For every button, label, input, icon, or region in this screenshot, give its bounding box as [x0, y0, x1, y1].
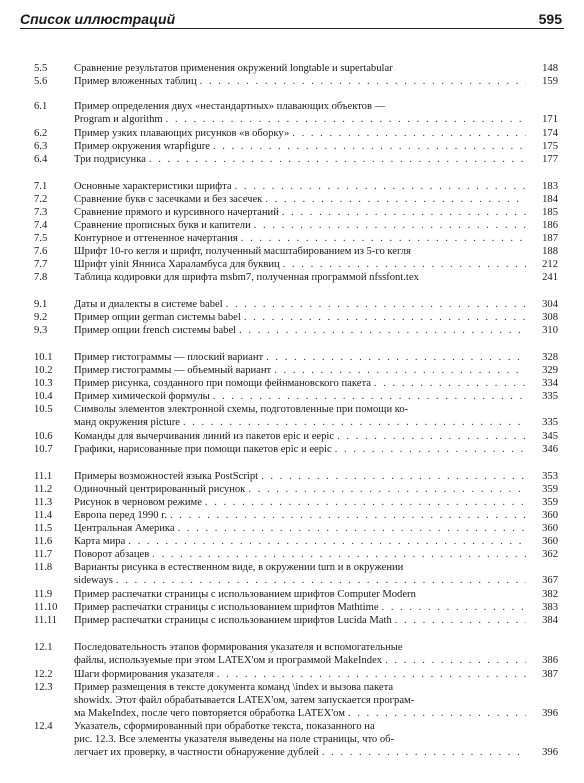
figure-number: 6.2 — [34, 128, 48, 139]
figure-caption — [74, 496, 526, 509]
caption-line: ма MakeIndex, после чего повторяется обработка LATEX'ом . . . — [74, 707, 526, 720]
toc-entry — [0, 100, 584, 126]
figure-caption — [74, 232, 526, 245]
leader-dots — [238, 232, 526, 245]
page-ref: 304 — [542, 299, 558, 310]
figure-number: 11.9 — [34, 589, 53, 600]
page-ref: 187 — [542, 233, 558, 244]
page-ref: 359 — [542, 497, 558, 508]
figure-number: 10.5 — [34, 404, 53, 415]
page-ref: 386 — [542, 655, 558, 666]
caption-line: Карта мира . . . — [74, 535, 526, 548]
toc-entry — [0, 232, 584, 245]
toc-entry — [0, 522, 584, 535]
leader-dots — [379, 601, 526, 614]
leader-dots — [289, 127, 526, 140]
toc-entry — [0, 535, 584, 548]
caption-line: Основные характеристики шрифта . . . — [74, 180, 526, 193]
figure-number: 11.1 — [34, 471, 53, 482]
leader-dots — [332, 443, 526, 456]
figure-number: 7.6 — [34, 246, 48, 257]
leader-dots — [146, 153, 526, 166]
figure-number: 5.5 — [34, 63, 48, 74]
figure-number: 9.1 — [34, 299, 48, 310]
figure-caption — [74, 140, 526, 153]
toc-entry — [0, 496, 584, 509]
toc-entry — [0, 614, 584, 627]
toc-entry — [0, 75, 584, 88]
caption-line: Таблица кодировки для шрифта msbm7, полученная программой nfssfont.tex — [74, 272, 419, 283]
figure-caption — [74, 470, 526, 483]
figure-caption — [74, 443, 526, 456]
toc-entry — [0, 351, 584, 364]
caption-line: Сравнение прямого и курсивного начертаний . . . — [74, 206, 526, 219]
figure-number: 11.2 — [34, 484, 53, 495]
page-ref: 328 — [542, 352, 558, 363]
page-title: Список иллюстраций — [20, 11, 176, 27]
figure-caption — [74, 258, 526, 271]
figure-caption — [74, 153, 526, 166]
leader-dots — [280, 258, 526, 271]
figure-number: 10.1 — [34, 352, 53, 363]
caption-line: Символы элементов электронной схемы, подготовленные при помощи ко- — [74, 404, 409, 415]
leader-dots — [113, 574, 526, 587]
toc-entry — [0, 561, 584, 587]
figure-caption — [74, 298, 526, 311]
figure-number: 7.5 — [34, 233, 48, 244]
caption-line: Пример химической формулы . . . — [74, 390, 526, 403]
page-ref: 383 — [542, 602, 558, 613]
page-ref: 174 — [542, 128, 558, 139]
page-ref: 387 — [542, 669, 558, 680]
toc-entry — [0, 377, 584, 390]
figure-number: 10.3 — [34, 378, 53, 389]
figure-number: 11.7 — [34, 549, 53, 560]
figure-number: 7.8 — [34, 272, 48, 283]
figure-caption — [74, 681, 526, 720]
page-ref: 345 — [542, 431, 558, 442]
figure-caption — [74, 351, 526, 364]
figure-caption — [74, 193, 526, 206]
toc-entry — [0, 324, 584, 337]
figure-caption — [74, 180, 526, 193]
caption-line: Пример распечатки страницы с использованием шрифтов Mathtime . . . — [74, 601, 526, 614]
caption-line: Графики, нарисованные при помощи пакетов epic и eepic . . . — [74, 443, 526, 456]
caption-line: Пример вложенных таблиц . . . — [74, 75, 526, 88]
figure-caption — [74, 364, 526, 377]
toc-entry — [0, 153, 584, 166]
caption-line: Сравнение прописных букв и капители . . . — [74, 219, 526, 232]
page-ref: 188 — [542, 246, 558, 257]
leader-dots — [263, 351, 526, 364]
page-ref: 171 — [542, 114, 558, 125]
leader-dots — [279, 206, 526, 219]
leader-dots — [210, 140, 526, 153]
figure-caption — [74, 548, 526, 561]
caption-line: Пример окружения wrapfigure . . . — [74, 140, 526, 153]
running-header — [20, 8, 564, 29]
figure-number: 11.5 — [34, 523, 53, 534]
page-ref: 334 — [542, 378, 558, 389]
figure-number: 7.4 — [34, 220, 48, 231]
caption-line: Команды для вычерчивания линий из пакетов epic и eepic . . . — [74, 430, 526, 443]
figure-number: 11.3 — [34, 497, 53, 508]
page-ref: 186 — [542, 220, 558, 231]
figure-number: 12.1 — [34, 642, 53, 653]
caption-line: манд окружения picture . . . — [74, 416, 526, 429]
caption-line: Шрифт 10-го кегля и шрифт, полученный масштабированием из 5-го кегля — [74, 246, 411, 257]
caption-line: Пример гистограммы — объемный вариант . . . — [74, 364, 526, 377]
leader-dots — [245, 483, 526, 496]
caption-line: файлы, используемые при этом LATEX'ом и программой MakeIndex . . . — [74, 654, 526, 667]
figure-caption — [74, 601, 526, 614]
leader-dots — [175, 522, 526, 535]
toc-entry — [0, 62, 584, 75]
page-ref: 360 — [542, 536, 558, 547]
figure-number: 7.1 — [34, 181, 48, 192]
leader-dots — [319, 746, 526, 759]
toc-entry — [0, 298, 584, 311]
toc-entry — [0, 641, 584, 667]
leader-dots — [251, 219, 526, 232]
page-ref: 329 — [542, 365, 558, 376]
caption-line: Три подрисунка . . . — [74, 153, 526, 166]
figure-number: 12.3 — [34, 682, 53, 693]
page-ref: 308 — [542, 312, 558, 323]
toc-entry — [0, 601, 584, 614]
caption-line: Пример опции french системы babel . . . — [74, 324, 526, 337]
leader-dots — [210, 390, 526, 403]
figure-number: 11.11 — [34, 615, 58, 626]
toc-entry — [0, 548, 584, 561]
toc-entry — [0, 271, 584, 284]
caption-line: Шаги формирования указателя . . . — [74, 668, 526, 681]
page-ref: 175 — [542, 141, 558, 152]
figure-number: 6.3 — [34, 141, 48, 152]
figure-number: 6.1 — [34, 101, 48, 112]
caption-line: Контурное и оттененное начертания . . . — [74, 232, 526, 245]
caption-line: Рисунок в черновом режиме . . . — [74, 496, 526, 509]
figure-number: 10.2 — [34, 365, 53, 376]
figure-caption — [74, 75, 526, 88]
figure-number: 5.6 — [34, 76, 48, 87]
toc-entry — [0, 127, 584, 140]
toc-entry — [0, 403, 584, 429]
figure-caption — [74, 245, 526, 258]
toc-entry — [0, 364, 584, 377]
figure-number: 11.6 — [34, 536, 53, 547]
page-ref: 183 — [542, 181, 558, 192]
figure-number: 6.4 — [34, 154, 48, 165]
caption-line: Пример гистограммы — плоский вариант . . . — [74, 351, 526, 364]
caption-line: Сравнение результатов применения окружений longtable и supertabular — [74, 63, 393, 74]
page-ref: 359 — [542, 484, 558, 495]
figure-caption — [74, 641, 526, 667]
figure-number: 7.3 — [34, 207, 48, 218]
leader-dots — [163, 113, 526, 126]
figure-number: 12.2 — [34, 669, 53, 680]
caption-line: Пример распечатки страницы с использованием шрифтов Computer Modern — [74, 589, 416, 600]
toc-entry — [0, 311, 584, 324]
caption-line: Последовательность этапов формирования указателя и вспомогательные — [74, 642, 403, 653]
figure-caption — [74, 614, 526, 627]
page-ref: 360 — [542, 510, 558, 521]
figure-caption — [74, 206, 526, 219]
figure-caption — [74, 430, 526, 443]
figure-number: 7.2 — [34, 194, 48, 205]
page-ref: 346 — [542, 444, 558, 455]
figure-caption — [74, 390, 526, 403]
leader-dots — [371, 377, 526, 390]
figure-caption — [74, 403, 526, 429]
figure-caption — [74, 588, 526, 601]
toc-entry — [0, 668, 584, 681]
toc-entry — [0, 681, 584, 720]
leader-dots — [149, 548, 526, 561]
caption-line: Program и algorithm . . . — [74, 113, 526, 126]
leader-dots — [236, 324, 526, 337]
page-ref: 396 — [542, 747, 558, 758]
caption-line: Пример узких плавающих рисунков «в оборку» . . . — [74, 127, 526, 140]
toc-entry — [0, 588, 584, 601]
figure-number: 10.4 — [34, 391, 53, 402]
toc-entry — [0, 443, 584, 456]
page-ref: 148 — [542, 63, 558, 74]
leader-dots — [223, 298, 526, 311]
leader-dots — [345, 707, 526, 720]
leader-dots — [214, 668, 526, 681]
leader-dots — [202, 496, 526, 509]
figure-caption — [74, 522, 526, 535]
toc-entry — [0, 140, 584, 153]
figure-caption — [74, 127, 526, 140]
toc-entry — [0, 509, 584, 522]
leader-dots — [382, 654, 526, 667]
figure-number: 9.3 — [34, 325, 48, 336]
toc-entry — [0, 390, 584, 403]
toc-entry — [0, 430, 584, 443]
figure-number: 9.2 — [34, 312, 48, 323]
figure-number: 10.6 — [34, 431, 53, 442]
caption-line: Центральная Америка . . . — [74, 522, 526, 535]
toc-entry — [0, 720, 584, 759]
leader-dots — [262, 193, 526, 206]
page-ref: 241 — [542, 272, 558, 283]
caption-line: Варианты рисунка в естественном виде, в окружении turn и в окружении — [74, 562, 404, 573]
leader-dots — [334, 430, 526, 443]
page-ref: 362 — [542, 549, 558, 560]
toc-entry — [0, 258, 584, 271]
toc-entry — [0, 470, 584, 483]
caption-line: Поворот абзацев . . . — [74, 548, 526, 561]
figure-number: 11.10 — [34, 602, 58, 613]
leader-dots — [125, 535, 526, 548]
page-ref: 184 — [542, 194, 558, 205]
leader-dots — [241, 311, 526, 324]
page-ref: 396 — [542, 708, 558, 719]
toc-entry — [0, 483, 584, 496]
figure-caption — [74, 720, 526, 759]
figure-caption — [74, 509, 526, 522]
toc-entry — [0, 206, 584, 219]
figure-caption — [74, 62, 526, 75]
caption-line: Европа перед 1990 г. . . . — [74, 509, 526, 522]
figure-caption — [74, 100, 526, 126]
leader-dots — [392, 614, 526, 627]
page-ref: 212 — [542, 259, 558, 270]
figure-caption — [74, 483, 526, 496]
figure-caption — [74, 219, 526, 232]
caption-line: Даты и диалекты в системе babel . . . — [74, 298, 526, 311]
caption-line: showidx. Этот файл обрабатывается LATEX'ом, затем запускается програм- — [74, 695, 415, 706]
leader-dots — [180, 416, 526, 429]
caption-line: sideways . . . — [74, 574, 526, 587]
toc-entry — [0, 245, 584, 258]
caption-line: Шрифт yinit Янниса Хараламбуса для буквиц . . . — [74, 258, 526, 271]
caption-line: Сравнение букв с засечками и без засечек . . . — [74, 193, 526, 206]
page-number: 595 — [538, 11, 562, 27]
toc-entry — [0, 219, 584, 232]
caption-line: Пример рисунка, созданного при помощи фейнмановского пакета . . . — [74, 377, 526, 390]
leader-dots — [197, 75, 526, 88]
leader-dots — [271, 364, 526, 377]
page-ref: 382 — [542, 589, 558, 600]
page-ref: 360 — [542, 523, 558, 534]
page-ref: 177 — [542, 154, 558, 165]
figure-number: 11.8 — [34, 562, 53, 573]
caption-line: Пример распечатки страницы с использованием шрифтов Lucida Math . . . — [74, 614, 526, 627]
caption-line: рис. 12.3. Все элементы указателя выведены на поле страницы, что об- — [74, 734, 395, 745]
page-ref: 159 — [542, 76, 558, 87]
caption-line: Пример опции german системы babel . . . — [74, 311, 526, 324]
caption-line: Одиночный центрированный рисунок . . . — [74, 483, 526, 496]
figure-caption — [74, 324, 526, 337]
caption-line: Примеры возможностей языка PostScript . . . — [74, 470, 526, 483]
leader-dots — [167, 509, 526, 522]
leader-dots — [232, 180, 526, 193]
figure-caption — [74, 535, 526, 548]
page-ref: 353 — [542, 471, 558, 482]
figure-caption — [74, 311, 526, 324]
toc-entry — [0, 180, 584, 193]
page-ref: 310 — [542, 325, 558, 336]
page-ref: 367 — [542, 575, 558, 586]
figure-number: 7.7 — [34, 259, 48, 270]
figure-caption — [74, 668, 526, 681]
figure-caption — [74, 561, 526, 587]
page-ref: 335 — [542, 417, 558, 428]
caption-line: легчает их проверку, в частности обнаружение дублей . . . — [74, 746, 526, 759]
toc-entry — [0, 193, 584, 206]
page-ref: 384 — [542, 615, 558, 626]
caption-line: Указатель, сформированный при обработке текста, показанного на — [74, 721, 375, 732]
page-ref: 185 — [542, 207, 558, 218]
caption-line: Пример определения двух «нестандартных» плавающих объектов — — [74, 101, 386, 112]
figure-number: 12.4 — [34, 721, 53, 732]
figure-caption — [74, 271, 526, 284]
page-ref: 335 — [542, 391, 558, 402]
caption-line: Пример размещения в тексте документа команд \index и вызова пакета — [74, 682, 394, 693]
figure-caption — [74, 377, 526, 390]
leader-dots — [258, 470, 526, 483]
figure-number: 11.4 — [34, 510, 53, 521]
figure-number: 10.7 — [34, 444, 53, 455]
